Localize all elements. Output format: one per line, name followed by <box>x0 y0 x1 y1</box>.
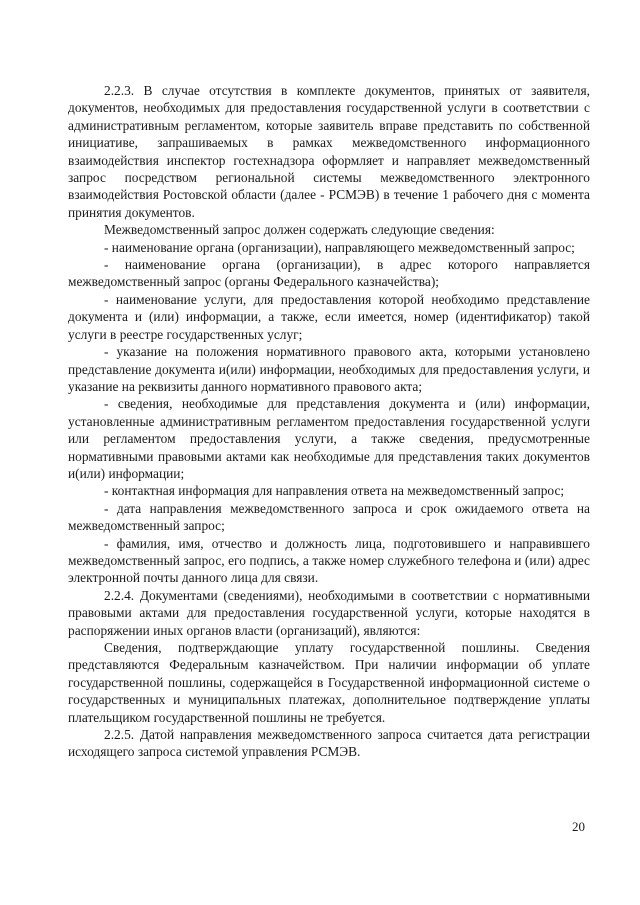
list-item-service-name: - наименование услуги, для предоставления которой необходимо представление документа и (или) информации, а также, если имеется, номер (идентификатор) такой услуги в реестре государственных услуг; <box>68 291 590 342</box>
list-item-requesting-organ: - наименование органа (организации), направляющего межведомственный запрос; <box>104 239 575 255</box>
paragraph-2-2-5: 2.2.5. Датой направления межведомственного запроса считается дата регистрации исходящего запроса системой управления РСМЭВ. <box>68 727 590 760</box>
list-item-required-info: - сведения, необходимые для представления документа и (или) информации, установленные административным регламентом предоставления государственной услуги или регламентом предоставления услуги, а также сведения, предусмотренные нормативными правовыми актами как необходимые для представления таких документов и(или) информации; <box>68 396 590 481</box>
document-body <box>68 82 590 761</box>
list-item-responsible-person: - фамилия, имя, отчество и должность лица, подготовившего и направившего межведомственный запрос, его подпись, а также номер служебного телефона и (или) адрес электронной почты данного лица для связи. <box>68 535 590 586</box>
list-item-addressee-organ: - наименование органа (организации), в адрес которого направляется межведомственный запрос (органы Федерального казначейства); <box>68 257 590 290</box>
paragraph-fee-payment: Сведения, подтверждающие уплату государственной пошлины. Сведения представляются Федеральным казначейством. При наличии информации об уплате государственной пошлины, содержащейся в Государственной информационной системе о государственных и муниципальных платежах, дополнительное подтверждение уплаты плательщиком государственной пошлины не требуется. <box>68 640 590 725</box>
list-item-request-date: - дата направления межведомственного запроса и срок ожидаемого ответа на межведомственный запрос; <box>68 500 590 534</box>
page-number: 20 <box>572 819 585 834</box>
paragraph-2-2-3: 2.2.3. В случае отсутствия в комплекте документов, принятых от заявителя, документов, необходимых для предоставления государственной услуги в соответствии с административным регламентом, которые заявитель вправе представить по собственной инициативе, запрашиваемых в рамках межведомственного информационного взаимодействия инспектор гостехнадзора оформляет и направляет межведомственный запрос посредством региональной системы межведомственного электронного взаимодействия Ростовской области (далее - РСМЭВ) в течение 1 рабочего дня с момента принятия документов. <box>68 83 590 220</box>
paragraph-2-2-4: 2.2.4. Документами (сведениями), необходимыми в соответствии с нормативными правовыми актами для предоставления государственной услуги, которые находятся в распоряжении иных органов власти (организаций), являются: <box>68 587 590 638</box>
list-item-contact-info: - контактная информация для направления ответа на межведомственный запрос; <box>104 483 565 499</box>
paragraph-request-contents: Межведомственный запрос должен содержать следующие сведения: <box>104 222 495 238</box>
list-item-legal-act: - указание на положения нормативного правового акта, которыми установлено представление документа и(или) информации, необходимых для предоставления услуги, и указание на реквизиты данного нормативного правового акта; <box>68 344 590 394</box>
